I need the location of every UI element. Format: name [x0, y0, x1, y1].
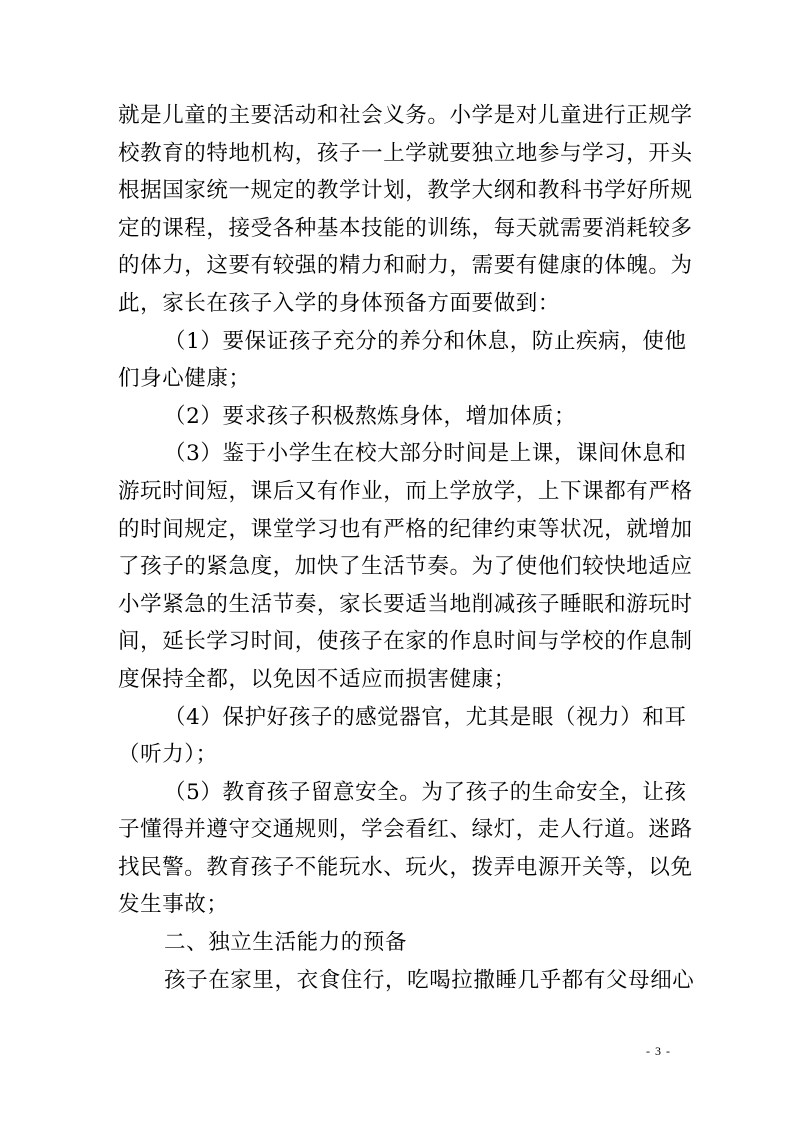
- body-text: [118, 97, 695, 999]
- text-line: 定的课程，接受各种基本技能的训练，每天就需要消耗较多: [118, 215, 693, 241]
- text-line: 发生事故；: [118, 892, 229, 918]
- section-heading: 二、独立生活能力的预备: [164, 930, 408, 956]
- text-line: 度保持全都，以免因不适应而损害健康；: [118, 666, 516, 692]
- text-line: 根据国家统一规定的教学计划，教学大纲和教科书学好所规: [118, 178, 693, 204]
- text-line: 孩子在家里，衣食住行，吃喝拉撒睡几乎都有父母细心: [164, 967, 695, 993]
- text-line: 了孩子的紧急度，加快了生活节奏。为了使他们较快地适应: [118, 554, 693, 580]
- text-line: 小学紧急的生活节奏，家长要适当地削减孩子睡眠和游玩时: [118, 591, 693, 617]
- text-line: 游玩时间短，课后又有作业，而上学放学，上下课都有严格: [118, 478, 693, 504]
- text-line: 的体力，这要有较强的精力和耐力，需要有健康的体魄。为: [118, 253, 693, 279]
- text-line: （1）要保证孩子充分的养分和休息，防止疾病，使他: [164, 328, 687, 354]
- text-line: （4）保护好孩子的感觉器官，尤其是眼（视力）和耳: [164, 704, 687, 730]
- text-line: （听力）；: [118, 742, 218, 768]
- text-line: （3）鉴于小学生在校大部分时间是上课，课间休息和: [164, 441, 687, 467]
- text-line: 子懂得并遵守交通规则，学会看红、绿灯，走人行道。迷路: [118, 817, 693, 843]
- text-line: 找民警。教育孩子不能玩水、玩火，拨弄电源开关等，以免: [118, 854, 693, 880]
- page-number: - 3 -: [646, 1044, 671, 1058]
- text-line: （2）要求孩子积极熬炼身体，增加体质；: [164, 403, 577, 429]
- text-line: 的时间规定，课堂学习也有严格的纪律约束等状况，就增加: [118, 516, 693, 542]
- text-line: 此，家长在孩子入学的身体预备方面要做到：: [118, 290, 561, 316]
- text-line: （5）教育孩子留意安全。为了孩子的生命安全，让孩: [164, 779, 687, 805]
- text-line: 校教育的特地机构，孩子一上学就要独立地参与学习，开头: [118, 140, 693, 166]
- text-line: 们身心健康；: [118, 366, 251, 392]
- text-line: 间，延长学习时间，使孩子在家的作息时间与学校的作息制: [118, 629, 693, 655]
- text-line: 就是儿童的主要活动和社会义务。小学是对儿童进行正规学: [118, 103, 693, 128]
